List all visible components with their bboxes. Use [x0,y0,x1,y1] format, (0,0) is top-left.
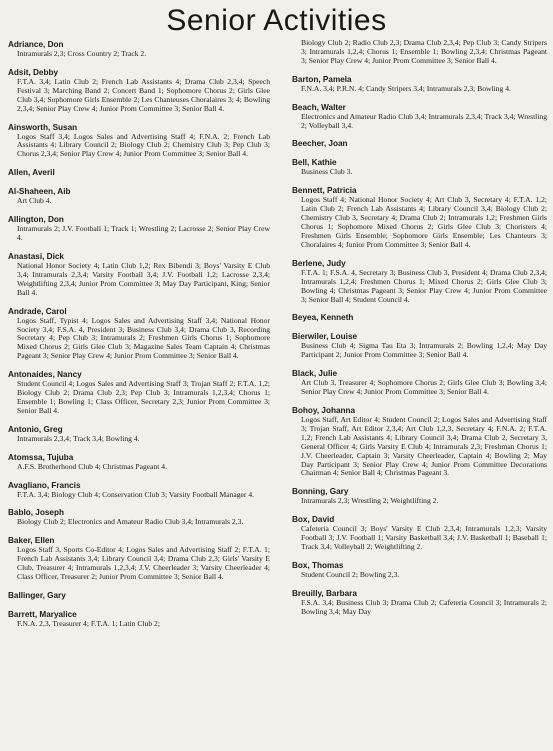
senior-entry [292,589,547,617]
student-name: Beach, Walter [292,102,346,112]
student-name: Bohoy, Johanna [292,406,356,416]
student-name: Al-Shaheen, Aib [8,187,71,197]
student-name: Anastasi, Dick [8,251,64,261]
student-name: Box, David [292,515,335,525]
student-name: Ainsworth, Susan [8,122,78,132]
student-activities: Logos Staff 3, Sports Co-Editor 4; Logos Sales and Advertising Staff 2; F.T.A. 1; French Lab Assistants 3,4; Library Council 3,4; Drama Club 2,3; Girls' Varsity E Club, Treasurer 4; Intramurals 1,2,3,4; J.V. Cheerleader 3; Varsity Cheerleader 4; Class Officer, Treasurer 2; Junior Prom Committee 3; Senior Ball 4. [17,545,270,582]
student-name: Ballinger, Gary [8,591,66,600]
student-activities: Student Council 2; Bowling 2,3. [301,570,400,579]
student-name: Adriance, Don [8,40,64,49]
senior-entry [292,139,547,149]
senior-entry [8,252,270,298]
student-activities: F.T.A. 3,4; Latin Club 2; French Lab Assistants 4; Drama Club 2,3,4; Speech Festival 3; Marching Band 2; Concert Band 1; Sophomore Chorus 2; Girls Glee Club 3,4; Sophomore Girls Ensemble 2; Les Chanteuses Choralaires 3; 4; Bowling 2,3,4; Senior Play Crew 4; Junior Prom Committee 3; Senior Ball 4. [17,76,270,113]
senior-entry [8,215,270,243]
student-activities: Cafeteria Council 3; Boys' Varsity E Club 2,3,4; Intramurals 1,2,3; Varsity Football 3; J.V. Football 1; Varsity Basketball 3,4; J.V. Basketball 1; Baseball 1; Track 3,4; Volleyball 2; Weightlifting 2. [301,524,547,552]
senior-entry [8,536,270,582]
student-activities: Art Club 3, Treasurer 4; Sophomore Chorus 2; Girls Glee Club 3; Bowling 3,4; Senior Play Crew 4; Junior Prom Committee 3; Senior Ball 4. [301,378,547,397]
student-activities: Logos Staff, Art Editor 4; Student Council 2; Logos Sales and Advertising Staff 3; Trojan Staff, Art Editor 2,3,4; Art Club 1,2,3, Secretary 4; F.N.A. 2; F.T.A. 1,2; French Lab Assistants 4; Library Council 3,4; Drama Club 2, Secretary 3, General Officer 4; Girls Varsity E Club 4; Intramurals 2,3; Freshman Chorus 1; J.V. Cheerleader, Captain 3; Varsity Cheerleader, Captain 4; Bowling 2; May Day Participant 3; Senior Play Crew 4; Junior Prom Committee Decorations Chairman 4; Senior Ball 4; Christmas Pageant 3. [301,415,547,478]
student-activities: Electronics and Amateur Radio Club 3,4; Intramurals 2,3,4; Track 3,4; Wrestling 2; Volleyball 3,4. [301,111,547,130]
senior-entry [8,453,270,472]
student-name: Barton, Pamela [292,74,352,84]
student-activities: F.T.A. 1; F.S.A. 4, Secretary 3; Business Club 3, President 4; Drama Club 2,3,4; Intramurals 1,2,4; Freshmen Chorus 1; Mixed Chorus 2; Girls Glee Club 3; Bowling 4; Christmas Pageant 3; Senior Play Crew 4; Junior Prom Committee 3; Senior Ball 4; Student Council 4. [301,267,547,304]
senior-entry [292,369,547,397]
senior-entry [292,103,547,131]
student-name: Allington, Don [8,215,64,225]
student-name: Box, Thomas [292,561,344,570]
senior-entry [292,487,547,506]
senior-entry [8,40,270,59]
senior-entry [292,259,547,305]
senior-entry [292,313,547,323]
student-activities: Logos Staff 4; National Honor Society 4; Art Club 3, Secretary 4; F.T.A. 1,2; Latin Club 2; French Lab Assistants 4; Library Council 3,4; Biology Club 2; Chemistry Club 3, Secretary 4; Drama Club 2; Intramurals 1,2; Freshmen Girls Chorus 1; Sophomore Mixed Chorus 2; Girls Glee Club 3; Choristers 4; Freshmen Girls Ensemble; Sophomore Girls Ensemble; Les Chanteurs 3; Choralaires 4; Junior Prom Committee 3; Senior Ball 4. [301,195,547,249]
student-activities: Logos Staff 3,4; Logos Sales and Advertising Staff 4; F.N.A. 2; French Lab Assistants 4; Library Council 2; Biology Club 2; Chemistry Club 3; Pep Club 3; Chorus 2,3,4; Senior Play Crew 4; Junior Prom Committee 3; Senior Ball 4. [17,131,270,159]
student-name: Breuilly, Barbara [292,588,357,598]
student-activities: Biology Club 2; Radio Club 2,3; Drama Club 2,3,4; Pep Club 3; Candy Stripers 3; Intramurals 1,2,4; Chorus 1; Ensemble 1; Bowling 2,3,4; Christmas Pageant 3; Senior Play Crew 4; Junior Prom Committee 3; Senior Ball 4. [301,38,547,65]
student-name: Beecher, Joan [292,139,348,149]
student-name: Bonning, Gary [292,487,349,497]
senior-entry [8,187,270,206]
student-name: Antonio, Greg [8,424,63,434]
student-name: Bablo, Joseph [8,508,64,518]
student-activities: Biology Club 2; Electronics and Amateur Radio Club 3,4; Intramurals 2,3. [17,517,244,527]
student-activities: Intramurals 2,3,4; Track 3,4; Bowling 4. [17,433,140,443]
student-activities: Intramurals 2,3; Wrestling 2; Weightlifting 2. [301,496,439,506]
page-title: Senior Activities [166,4,387,37]
left-column [8,40,270,638]
student-activities: Logos Staff, Typist 4; Logos Sales and Advertising Staff 3,4; National Honor Society 3,4; F.S.A. 4, President 3; Business Club 3,4; Drama Club 3, Recording Secretary 4; Pep Club 3; Intramurals 2; Freshmen Girls Chorus 1; Sophomore Mixed Chorus 2; Girls Glee Club 3; Magazine Sales Team Captain 4; Christmas Pageant 3; Senior Play Crew 4; Junior Prom Committee 3; Senior Ball 4. [17,315,270,361]
student-activities: A.F.S. Brotherhood Club 4; Christmas Pageant 4. [17,461,167,471]
senior-entry [292,332,547,360]
senior-entry [8,610,270,629]
senior-entry [292,561,547,580]
senior-entry [8,123,270,160]
senior-entry [292,515,547,552]
student-name: Antonaides, Nancy [8,370,82,380]
student-activities: Business Club 3. [301,167,353,177]
student-activities: Art Club 4. [17,196,52,206]
senior-entry [8,481,270,500]
senior-entry-continued [292,39,547,66]
student-name: Bierwiler, Louise [292,332,358,342]
student-activities: Student Council 4; Logos Sales and Advertising Staff 3; Trojan Staff 2; F.T.A. 1,2; Biology Club 2; Drama Club 2,3; Pep Club 3; Intramurals 1,2,3,4; Chorus 1; Ensemble 1; Bowling 1; Class Officer, Secretary 2,3; Junior Prom Committee 3; Senior Ball 4. [17,379,270,415]
senior-entry [8,307,270,362]
student-name: Baker, Ellen [8,536,55,546]
senior-entry [292,158,547,177]
student-activities: F.N.A. 3,4; P.R.N. 4; Candy Stripers 3,4; Intramurals 2,3; Bowling 4. [301,83,511,93]
senior-entry [8,370,270,416]
senior-entry [292,406,547,478]
student-activities: Business Club 4; Sigma Tau Eta 3; Intramurals 2; Bowling 1,2,4; May Day Participant 2; Junior Prom Committee 3; Senior Ball 4. [301,341,547,360]
student-name: Bell, Kathie [292,158,337,168]
senior-entry [8,508,270,527]
senior-entry [292,75,547,94]
right-column [292,40,547,626]
student-name: Berlene, Judy [292,258,346,268]
student-activities: F.S.A. 3,4; Business Club 3; Drama Club 2; Cafeteria Council 3; Intramurals 2; Bowling 3,4; May Day [301,597,547,616]
student-activities: F.T.A. 3,4; Biology Club 4; Conservation Club 3; Varsity Football Manager 4. [17,489,255,499]
senior-entry [8,68,270,114]
student-name: Atomssa, Tujuba [8,452,74,462]
senior-entry [8,591,270,601]
student-name: Black, Julie [292,369,338,379]
student-activities: Intramurals 2; J.V. Football 1; Track 1; Wrestling 2; Lacrosse 2; Senior Play Crew 4. [17,224,270,243]
student-name: Avagliano, Francis [8,480,81,490]
senior-entry [8,168,270,178]
senior-entry [8,425,270,444]
student-activities: Intramurals 2,3; Cross Country 2; Track 2. [17,49,147,58]
student-name: Barrett, Maryalice [8,610,77,619]
student-name: Adsit, Debby [8,67,59,77]
senior-entry [292,186,547,249]
student-activities: National Honor Society 4; Latin Club 1,2; Rex Bibendi 3; Boys' Varsity E Club 3,4; Intramurals 2,3,4; Varsity Football 3,4; J.V. Football 1,2; Lacrosse 2,3,4; Weightlifting 2,3,4; Junior Prom Committee 3; May Day Participant, King; Senior Ball 4. [17,260,270,297]
student-name: Allen, Averil [8,168,55,178]
student-name: Andrade, Carol [8,306,67,316]
student-name: Bennett, Patricia [292,186,357,196]
student-name: Beyea, Kenneth [292,313,354,323]
student-activities: F.N.A. 2,3, Treasurer 4; F.T.A. 1; Latin Club 2; [17,619,160,628]
